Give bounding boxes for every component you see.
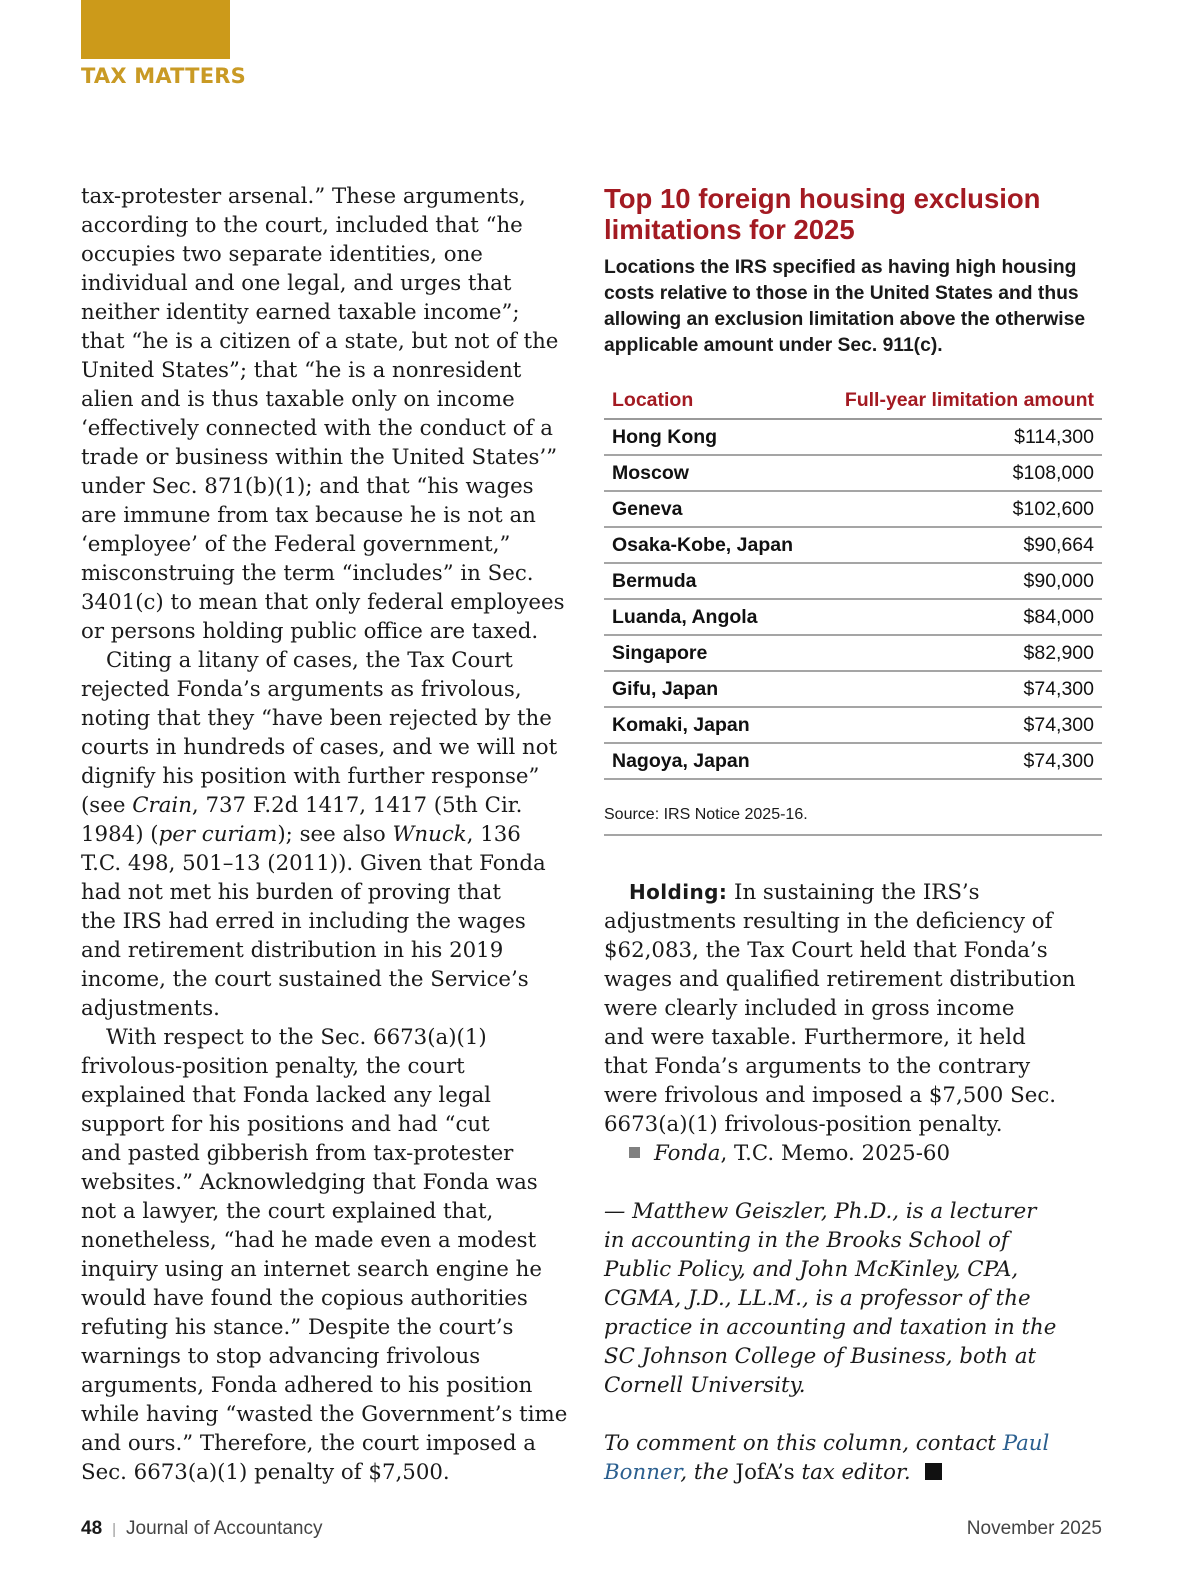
cell-location: Singapore <box>604 635 816 671</box>
end-of-article-icon <box>925 1463 942 1480</box>
text-line: or persons holding public office are taxed. <box>81 619 539 644</box>
text-line: trade or business within the United States’” <box>81 445 558 470</box>
section-color-block <box>81 0 230 59</box>
text-line: while having “wasted the Government’s time <box>81 1402 568 1427</box>
text-line: T.C. 498, 501–13 (2011)). Given that Fonda <box>81 851 546 876</box>
text-line: arguments, Fonda adhered to his position <box>81 1373 533 1398</box>
cell-location: Komaki, Japan <box>604 707 816 743</box>
footer-left <box>81 1518 323 1540</box>
text-line: With respect to the Sec. 6673(a)(1) <box>106 1025 487 1050</box>
paragraph-arguments <box>81 182 581 646</box>
cell-amount: $114,300 <box>816 419 1102 455</box>
cell-amount: $108,000 <box>816 455 1102 491</box>
text-line: that Fonda’s arguments to the contrary <box>604 1054 1031 1079</box>
text-line: misconstruing the term “includes” in Sec. <box>81 561 534 586</box>
cell-location: Osaka-Kobe, Japan <box>604 527 816 563</box>
text-line: under Sec. 871(b)(1); and that “his wages <box>81 474 534 499</box>
cell-location: Nagoya, Japan <box>604 743 816 779</box>
text-run: In sustaining the IRS’s <box>727 880 980 905</box>
text-line: would have found the copious authorities <box>81 1286 528 1311</box>
text-line: support for his positions and had “cut <box>81 1112 490 1137</box>
sidebar-housing-exclusion <box>604 183 1102 836</box>
text-line: warnings to stop advancing frivolous <box>81 1344 481 1369</box>
cell-amount: $82,900 <box>816 635 1102 671</box>
bio-line: — Matthew Geiszler, Ph.D., is a lecturer <box>604 1199 1037 1224</box>
citation-line <box>604 1139 1104 1168</box>
text-run: , the <box>680 1460 736 1485</box>
table-header-row <box>604 383 1102 419</box>
sidebar-subtitle <box>604 255 1102 359</box>
cell-amount: $74,300 <box>816 707 1102 743</box>
cell-location: Gifu, Japan <box>604 671 816 707</box>
text-run: 1984) ( <box>81 822 159 847</box>
text-line: websites.” Acknowledging that Fonda was <box>81 1170 538 1195</box>
bio-line: CGMA, J.D., LL.M., is a professor of the <box>604 1286 1031 1311</box>
paragraph-penalty <box>81 1023 581 1487</box>
cell-location: Moscow <box>604 455 816 491</box>
text-run: , 737 F.2d 1417, 1417 (5th Cir. <box>191 793 523 818</box>
publication-abbrev: JofA’s <box>735 1460 795 1485</box>
text-line: income, the court sustained the Service’s <box>81 967 529 992</box>
table-row <box>604 599 1102 635</box>
text-line: occupies two separate identities, one <box>81 242 483 267</box>
table-row <box>604 491 1102 527</box>
right-column <box>604 878 1104 1487</box>
editor-link[interactable]: Bonner <box>604 1460 681 1485</box>
text-line: alien and is thus taxable only on income <box>81 387 515 412</box>
subtitle-line: allowing an exclusion limitation above the otherwise <box>604 309 1086 330</box>
text-line: inquiry using an internet search engine he <box>81 1257 542 1282</box>
text-line: frivolous-position penalty, the court <box>81 1054 465 1079</box>
cell-amount: $90,664 <box>816 527 1102 563</box>
cell-amount: $102,600 <box>816 491 1102 527</box>
text-line: adjustments. <box>81 996 220 1021</box>
text-line <box>81 820 581 849</box>
cell-location: Geneva <box>604 491 816 527</box>
cell-amount: $90,000 <box>816 563 1102 599</box>
text-line: and pasted gibberish from tax-protester <box>81 1141 514 1166</box>
table-row <box>604 671 1102 707</box>
table-row <box>604 455 1102 491</box>
cell-amount: $74,300 <box>816 671 1102 707</box>
text-line: that “he is a citizen of a state, but not of the <box>81 329 559 354</box>
citation-case-name: Fonda <box>654 1141 721 1166</box>
comment-note <box>604 1429 1104 1487</box>
bio-line: in accounting in the Brooks School of <box>604 1228 1009 1253</box>
text-line: neither identity earned taxable income”; <box>81 300 520 325</box>
text-line: ‘effectively connected with the conduct of a <box>81 416 553 441</box>
page-number: 48 <box>81 1518 103 1539</box>
text-line: dignify his position with further response” <box>81 764 540 789</box>
text-line: adjustments resulting in the deficiency of <box>604 909 1053 934</box>
cell-amount: $84,000 <box>816 599 1102 635</box>
text-line: $62,083, the Tax Court held that Fonda’s <box>604 938 1048 963</box>
text-run: tax editor. <box>794 1460 911 1485</box>
bio-line: Public Policy, and John McKinley, CPA, <box>604 1257 1019 1282</box>
text-line: were frivolous and imposed a $7,500 Sec. <box>604 1083 1057 1108</box>
text-line: according to the court, included that “he <box>81 213 523 238</box>
section-label: TAX MATTERS <box>81 64 246 88</box>
text-line: noting that they “have been rejected by the <box>81 706 552 731</box>
text-line: were clearly included in gross income <box>604 996 1015 1021</box>
subtitle-line: Locations the IRS specified as having high housing <box>604 257 1077 278</box>
text-line: not a lawyer, the court explained that, <box>81 1199 494 1224</box>
table-row <box>604 743 1102 779</box>
column-header-amount: Full-year limitation amount <box>816 383 1102 419</box>
text-line: wages and qualified retirement distribution <box>604 967 1076 992</box>
limitations-table <box>604 383 1102 780</box>
text-line: had not met his burden of proving that <box>81 880 501 905</box>
title-line: Top 10 foreign housing exclusion <box>604 183 1041 214</box>
case-name-wnuck: Wnuck <box>392 822 467 847</box>
text-line: explained that Fonda lacked any legal <box>81 1083 491 1108</box>
text-line: tax-protester arsenal.” These arguments, <box>81 184 526 209</box>
cell-location: Luanda, Angola <box>604 599 816 635</box>
cell-amount: $74,300 <box>816 743 1102 779</box>
table-source-note: Source: IRS Notice 2025-16. <box>604 806 1102 836</box>
text-run: (see <box>81 793 133 818</box>
per-curiam: per curiam <box>158 822 278 847</box>
text-line: United States”; that “he is a nonresident <box>81 358 522 383</box>
text-line <box>604 878 1104 907</box>
bio-line: Cornell University. <box>604 1373 806 1398</box>
text-line: are immune from tax because he is not an <box>81 503 536 528</box>
bio-line: SC Johnson College of Business, both at <box>604 1344 1037 1369</box>
text-run: , 136 <box>466 822 521 847</box>
paragraph-citing-cases <box>81 646 581 1023</box>
issue-date: November 2025 <box>966 1518 1102 1539</box>
publication-name: Journal of Accountancy <box>126 1518 323 1539</box>
author-bio <box>604 1197 1104 1400</box>
text-line <box>604 1429 1104 1458</box>
text-line: the IRS had erred in including the wages <box>81 909 526 934</box>
left-column <box>81 182 581 1487</box>
table-row <box>604 707 1102 743</box>
square-bullet-icon <box>629 1147 640 1158</box>
text-line: Citing a litany of cases, the Tax Court <box>106 648 513 673</box>
citation-text: , T.C. Memo. 2025-60 <box>720 1141 951 1166</box>
holding-paragraph <box>604 878 1104 1168</box>
text-line: rejected Fonda’s arguments as frivolous, <box>81 677 522 702</box>
text-run: ); see also <box>277 822 393 847</box>
bio-line: practice in accounting and taxation in the <box>604 1315 1057 1340</box>
table-row <box>604 419 1102 455</box>
text-line: and were taxable. Furthermore, it held <box>604 1025 1026 1050</box>
text-line: and ours.” Therefore, the court imposed a <box>81 1431 536 1456</box>
text-line: refuting his stance.” Despite the court’s <box>81 1315 514 1340</box>
sidebar-title <box>604 183 1102 245</box>
cell-location: Bermuda <box>604 563 816 599</box>
text-line: courts in hundreds of cases, and we will not <box>81 735 558 760</box>
subtitle-line: costs relative to those in the United States and thus <box>604 283 1079 304</box>
table-row <box>604 563 1102 599</box>
text-line: Sec. 6673(a)(1) penalty of $7,500. <box>81 1460 450 1485</box>
text-line: 3401(c) to mean that only federal employees <box>81 590 565 615</box>
text-line <box>81 791 581 820</box>
text-line: nonetheless, “had he made even a modest <box>81 1228 537 1253</box>
table-row <box>604 527 1102 563</box>
footer-separator: | <box>112 1521 117 1538</box>
subtitle-line: applicable amount under Sec. 911(c). <box>604 335 943 356</box>
text-line <box>604 1458 1104 1487</box>
text-line: and retirement distribution in his 2019 <box>81 938 504 963</box>
text-line: individual and one legal, and urges that <box>81 271 512 296</box>
editor-link[interactable]: Paul <box>1002 1431 1050 1456</box>
text-line: ‘employee’ of the Federal government,” <box>81 532 511 557</box>
text-line: 6673(a)(1) frivolous-position penalty. <box>604 1112 1003 1137</box>
column-header-location: Location <box>604 383 816 419</box>
cell-location: Hong Kong <box>604 419 816 455</box>
case-name-crain: Crain <box>132 793 192 818</box>
holding-label: Holding: <box>629 880 728 904</box>
text-run: To comment on this column, contact <box>604 1431 1003 1456</box>
table-row <box>604 635 1102 671</box>
title-line: limitations for 2025 <box>604 214 855 245</box>
